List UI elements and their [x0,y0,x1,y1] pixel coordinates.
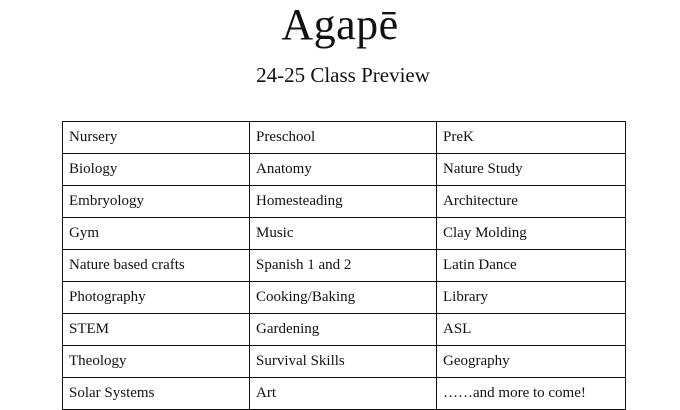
table-cell: Nursery [63,122,250,154]
table-cell: Theology [63,346,250,378]
table-row [63,186,626,218]
table-row [63,378,626,410]
table-row [63,346,626,378]
table-cell: Homesteading [250,186,437,218]
table-row [63,218,626,250]
table-row [63,250,626,282]
class-table [62,121,626,410]
table-cell: ……and more to come! [437,378,626,410]
table-cell: Clay Molding [437,218,626,250]
table-cell: Survival Skills [250,346,437,378]
table-cell: Spanish 1 and 2 [250,250,437,282]
table-row [63,314,626,346]
table-cell: Nature based crafts [63,250,250,282]
table-cell: Solar Systems [63,378,250,410]
table-cell: Anatomy [250,154,437,186]
table-cell: Nature Study [437,154,626,186]
table-cell: Preschool [250,122,437,154]
table-cell: Geography [437,346,626,378]
table-cell: Art [250,378,437,410]
table-cell: Biology [63,154,250,186]
table-cell: Architecture [437,186,626,218]
table-row [63,122,626,154]
table-row [63,282,626,314]
table-cell: Latin Dance [437,250,626,282]
table-cell: STEM [63,314,250,346]
table-cell: Gym [63,218,250,250]
page-title: Agapē [281,0,399,49]
table-cell: Gardening [250,314,437,346]
table-cell: ASL [437,314,626,346]
table-cell: Photography [63,282,250,314]
table-row [63,154,626,186]
page-subtitle: 24-25 Class Preview [256,63,430,87]
table-cell: PreK [437,122,626,154]
table-cell: Library [437,282,626,314]
table-cell: Cooking/Baking [250,282,437,314]
table-cell: Music [250,218,437,250]
table-cell: Embryology [63,186,250,218]
